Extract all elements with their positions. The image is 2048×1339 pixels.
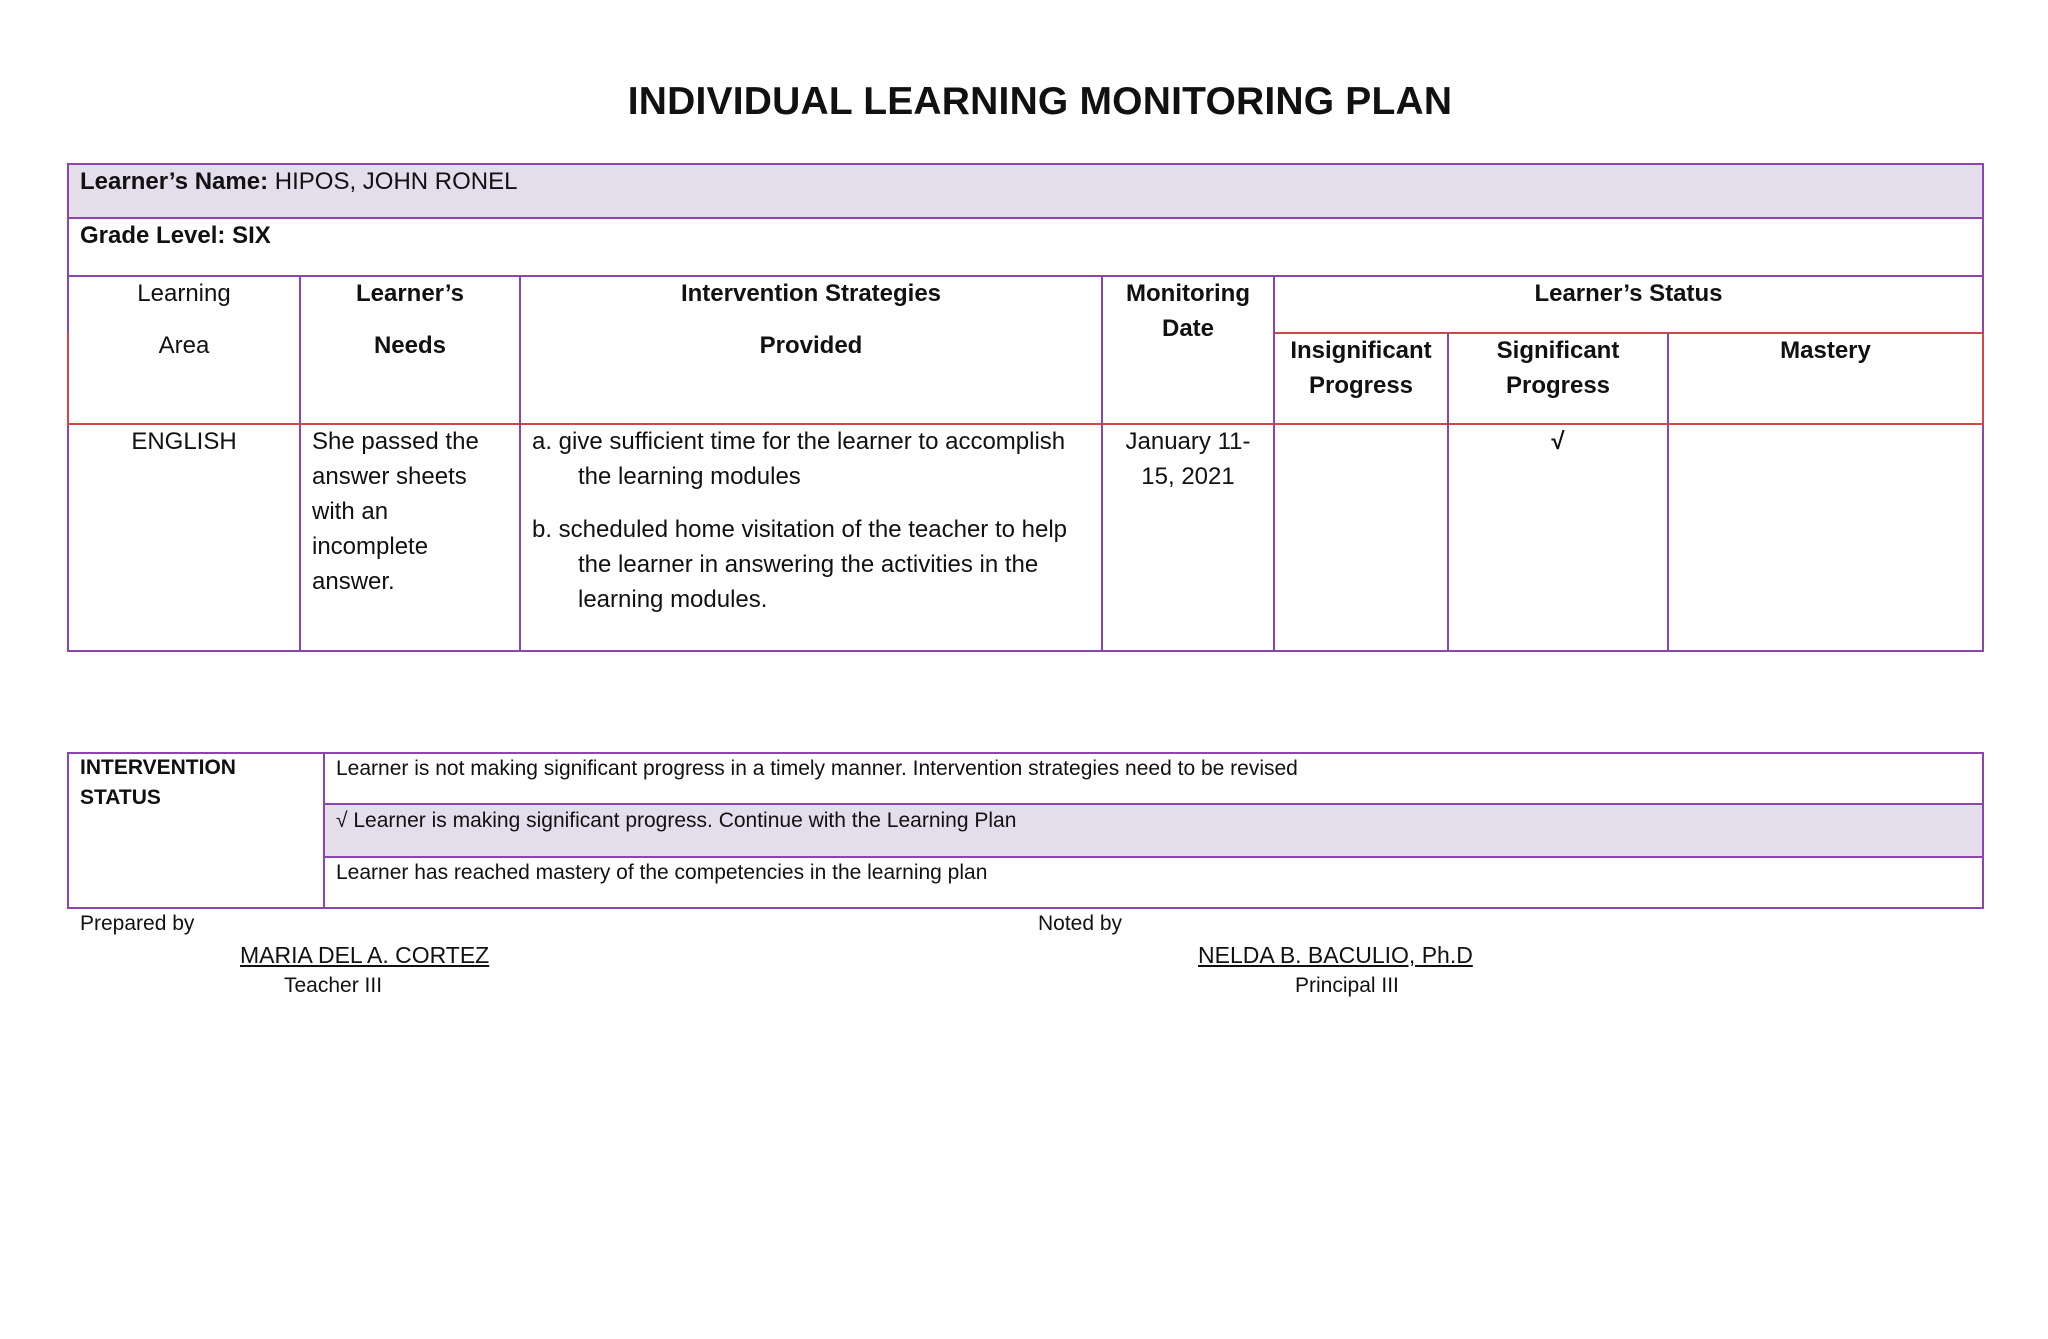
intervention-status-label [80,753,320,813]
header-mastery: Mastery [1780,337,1871,364]
cell-learning-area: ENGLISH [131,428,237,455]
header-monitoring-date-line2: Date [1161,315,1215,342]
cell-needs [312,424,517,599]
strategy-item: b. scheduled home visitation of the teacher to help the learner in answering the activities in the learning modules. [532,516,1068,613]
prepared-by-label: Prepared by [80,912,195,935]
prepared-by-title: Teacher III [284,974,383,997]
cell-needs-line1: She passed the [312,428,479,455]
grade-level: Grade Level: SIX [80,222,271,249]
header-learner-status: Learner’s Status [1534,280,1723,307]
header-strategies-line2: Provided [759,332,863,359]
cell-needs-line4: incomplete [312,533,429,560]
cell-monitoring-date [1103,424,1273,494]
prepared-by-name: MARIA DEL A. CORTEZ [240,942,490,968]
header-needs-line1: Learner’s [355,280,465,307]
header-insignificant-line1: Insignificant [1290,337,1432,364]
header-strategies-line1: Intervention Strategies [680,280,942,307]
cell-strategies [532,424,1092,617]
status-option-not-progressing: Learner is not making significant progress in a timely manner. Intervention strategies need to be revised [336,757,1298,780]
header-significant-line1: Significant [1496,337,1620,364]
page-title: INDIVIDUAL LEARNING MONITORING PLAN [627,80,1453,123]
noted-by-title: Principal III [1295,974,1399,997]
cell-significant-mark: √ [1551,428,1565,455]
header-significant-line2: Progress [1505,372,1611,399]
header-insignificant-progress [1275,333,1447,403]
cell-monitoring-date-line1: January 11- [1125,428,1251,455]
header-learning-area-line1: Learning [137,280,231,307]
cell-needs-line3: with an [312,498,389,525]
noted-by-label: Noted by [1038,912,1123,935]
cell-monitoring-date-line2: 15, 2021 [1141,463,1235,490]
learner-name-field [80,164,517,199]
cell-needs-line2: answer sheets [312,463,467,490]
noted-by-name: NELDA B. BACULIO, Ph.D [1198,942,1473,968]
header-learning-area-line2: Area [158,332,210,359]
header-monitoring-date [1103,276,1273,346]
header-needs-line2: Needs [373,332,447,359]
header-needs [301,276,519,363]
header-insignificant-line2: Progress [1308,372,1414,399]
header-monitoring-date-line1: Monitoring [1126,280,1250,307]
learner-name-label: Learner’s Name: [80,168,269,195]
learner-name-value: HIPOS, JOHN RONEL [274,168,518,195]
strategy-item: a. give sufficient time for the learner to accomplish the learning modules [532,428,1066,490]
header-significant-progress [1449,333,1667,403]
intervention-status-label-line2: STATUS [80,786,161,809]
header-strategies [521,276,1101,363]
intervention-status-label-line1: INTERVENTION [80,756,236,779]
cell-needs-line5: answer. [312,568,395,595]
status-option-mastery: Learner has reached mastery of the competencies in the learning plan [336,861,988,884]
status-option-significant-progress: √ Learner is making significant progress. Continue with the Learning Plan [336,809,1017,832]
header-learning-area [69,276,299,363]
